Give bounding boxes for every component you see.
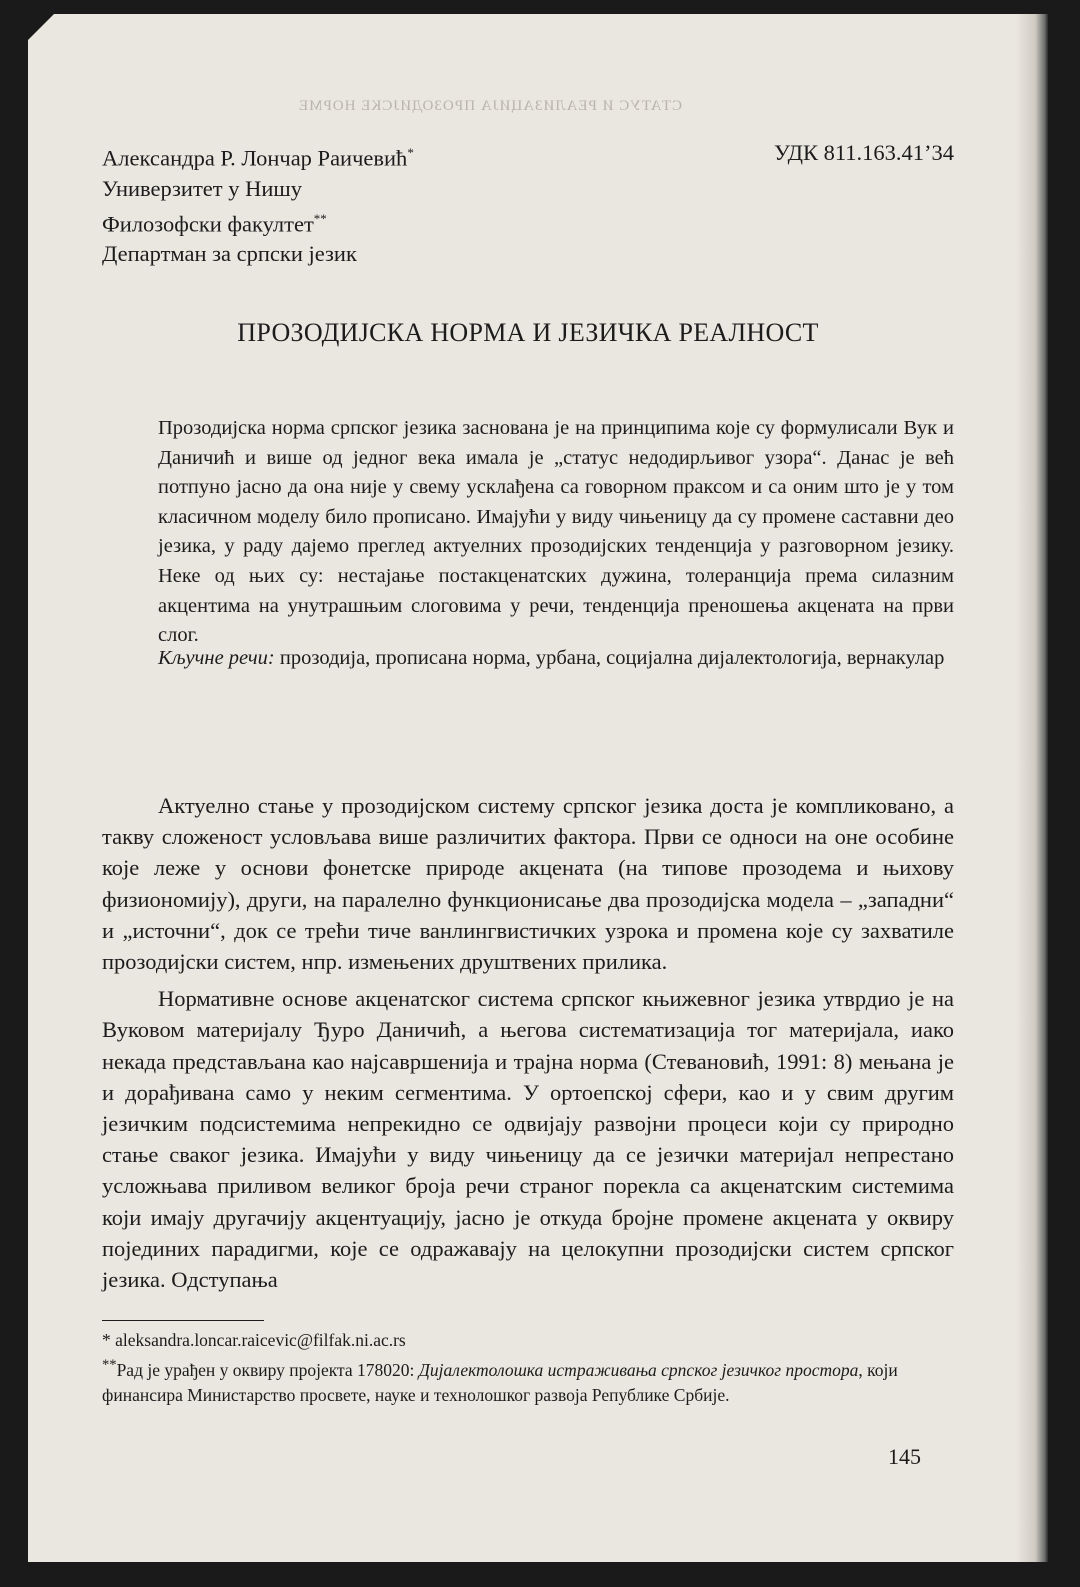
bleed-through-running-header: СТАТУС И РЕАЛИЗАЦИЈА ПРОЗОДИЈСКЕ НОРМЕ <box>298 98 682 114</box>
article-title: ПРОЗОДИЈСКА НОРМА И ЈЕЗИЧКА РЕАЛНОСТ <box>237 318 819 347</box>
keywords-text: прозодија, прописана норма, урбана, социјална дијалектологија, вернакулар <box>279 647 945 669</box>
project-title: Дијалектолошка истраживања српског језичког простора <box>418 1359 859 1380</box>
page-edge-shadow <box>1016 14 1048 1562</box>
footnote-2-text-a: Рад је урађен у оквиру пројекта 178020: <box>116 1359 419 1380</box>
department: Департман за српски језик <box>102 241 357 266</box>
udk-code: УДК 811.163.41’34 <box>773 140 954 165</box>
faculty-footnote-mark: ** <box>313 210 327 226</box>
body-paragraph-2: Нормативне основе акценатског система српског књижевног језика утврдио је на Вуковом материјалу Ђуро Даничић, а његова систематизација тог материјала, иако некада представљана као најсавршенија и трајна норма (Стевановић, 1991: 8) мењана је и дорађивана само у неким сегментима. У ортоепској сфери, као и у свим другим језичким подсистемима непрекидно се одвијају развојни процеси који су природно стање сваког језика. Имајући у виду чињеницу да се језички материјал непрестано усложњава приливом великог броја речи страног порекла са акценатским системима који имају другачију акцентуацију, јасно је откуда бројне промене акцената у оквиру појединих парадигми, које се одражавају на целокупни прозодијски систем српског језика. Одступања <box>102 986 954 1293</box>
page-number: 145 <box>888 1444 921 1469</box>
book-page <box>28 14 1048 1562</box>
footnote-2-text-b: , који финансира Министарство просвете, науке и технолошког развоја Републике Србије. <box>102 1359 898 1405</box>
abstract: Прозодијска норма српског језика заснована је на принципима које су формулисали Вук и Даничић и више од једног века имала је „статус недодирљивог узора“. Данас је већ потпуно јасно да она није у свему усклађена са говорном праксом и са оним што је у том класичном моделу било прописано. Имајући у виду чињеницу да су промене саставни део језика, у раду дајемо преглед актуелних прозодијских тенденција у разговорном језику. Неке од њих су: нестајање постакценатских дужина, толеранција према силазним акцентима на унутрашњим слоговима у речи, тенденција преношења акцената на први слог. <box>158 417 954 647</box>
article-header <box>102 138 954 269</box>
footnote-separator <box>102 1320 264 1321</box>
faculty-line <box>102 204 954 240</box>
folded-corner <box>28 14 54 40</box>
university: Универзитет у Нишу <box>102 175 302 201</box>
footnote-2-mark: ** <box>102 1357 117 1373</box>
body-text <box>102 790 954 1295</box>
body-paragraph-1: Актуелно стање у прозодијском систему српског језика доста је компликовано, а такву сложеност условљава више различитих фактора. Први се односи на оне особине које леже у основи фонетске природе акцената (на типове прозодема и њихову физиономију), други, на паралелно функционисање два прозодијска модела – „западни“ и „источни“, док се трећи тиче ванлингвистичких узрока и промена које су захватиле прозодијски систем, нпр. измењених друштвених прилика. <box>102 793 954 975</box>
author-email: aleksandra.loncar.raicevic@filfak.ni.ac.rs <box>115 1330 406 1350</box>
faculty: Филозофски факултет <box>102 211 314 236</box>
footnote-1 <box>102 1328 902 1353</box>
keywords-label: Кључне речи: <box>158 647 275 669</box>
footnote-2 <box>102 1353 902 1408</box>
keywords <box>158 644 954 674</box>
author-name: Александра Р. Лончар Раичевић <box>102 145 408 171</box>
author-footnote-mark: * <box>407 145 414 160</box>
footnotes <box>102 1328 902 1408</box>
footnote-1-mark: * <box>102 1330 111 1350</box>
